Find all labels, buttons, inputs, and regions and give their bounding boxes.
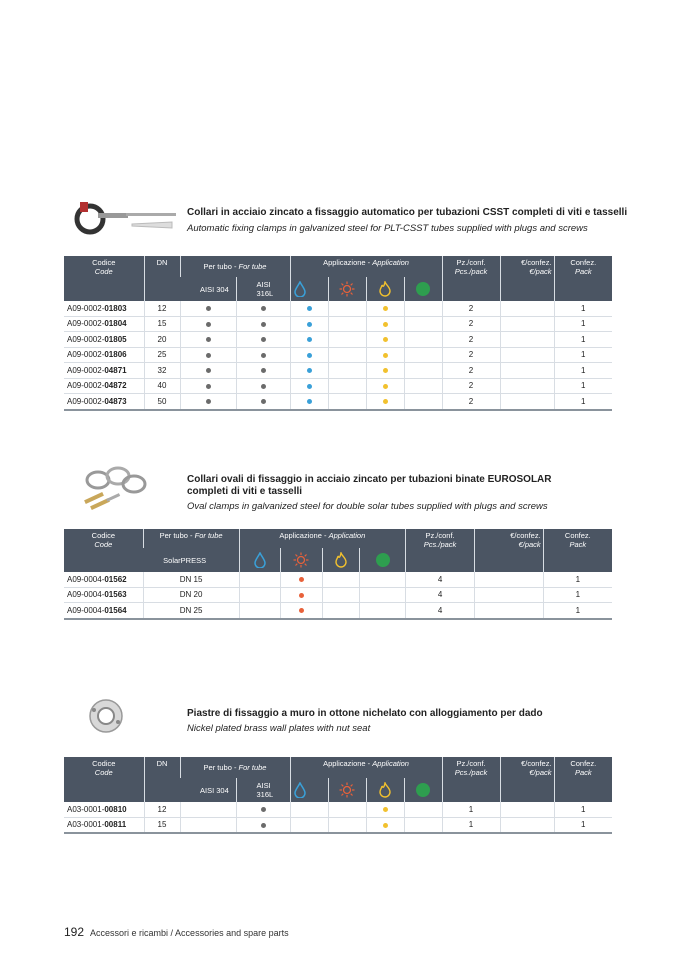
water-drop-icon — [290, 277, 328, 301]
header-solarpress: SolarPRESS — [143, 548, 239, 572]
solar-cell — [328, 332, 366, 348]
table-row — [64, 316, 612, 332]
sun-icon — [328, 277, 366, 301]
code-prefix: A09-0002- — [67, 381, 105, 391]
header-code: Codice Code — [64, 529, 143, 572]
flame-cell — [322, 587, 360, 603]
code-cell — [64, 378, 144, 394]
flame-dot — [383, 368, 388, 373]
price-cell — [500, 802, 554, 817]
water-cell — [290, 301, 328, 316]
dn-cell: 12 — [144, 301, 180, 316]
water-cell — [290, 316, 328, 332]
table-row — [64, 572, 612, 587]
code-cell — [64, 347, 144, 363]
solar-cell — [281, 572, 323, 587]
solar-cell — [281, 603, 323, 619]
table-row — [64, 378, 612, 394]
code-prefix: A09-0004- — [67, 605, 105, 615]
section-title-it: Piastre di fissaggio a muro in ottone nichelato con alloggiamento per dado — [187, 708, 543, 719]
code-cell — [64, 587, 143, 603]
price-cell — [500, 378, 554, 394]
water-drop-icon — [239, 548, 281, 572]
availability-dot — [206, 353, 211, 358]
dn-cell: 25 — [144, 347, 180, 363]
solar-dot — [299, 608, 304, 613]
flame-icon — [322, 548, 360, 572]
section-title-en: Automatic fixing clamps in galvanized steel for PLT-CSST tubes supplied with plugs and screws — [187, 223, 588, 234]
water-dot — [307, 384, 312, 389]
aisi-316l-cell — [236, 363, 290, 379]
page-footer — [64, 925, 289, 939]
water-cell — [239, 572, 281, 587]
availability-dot — [206, 368, 211, 373]
dn-cell: 32 — [144, 363, 180, 379]
water-dot — [307, 368, 312, 373]
gas-cell — [404, 394, 442, 410]
tube-cell: DN 25 — [143, 603, 239, 619]
aisi-304-cell — [180, 301, 236, 316]
code-prefix: A09-0002- — [67, 396, 105, 406]
code-suffix: 01564 — [104, 605, 127, 615]
header-pcs-pack: Pz./conf. Pcs./pack — [406, 529, 475, 572]
water-cell — [290, 378, 328, 394]
aisi-304-cell — [180, 817, 236, 833]
aisi-304-cell — [180, 363, 236, 379]
price-cell — [474, 603, 543, 619]
code-prefix: A09-0002- — [67, 334, 105, 344]
solar-cell — [328, 817, 366, 833]
aisi-316l-cell — [236, 347, 290, 363]
solar-cell — [328, 378, 366, 394]
table-row — [64, 587, 612, 603]
aisi-316l-cell — [236, 394, 290, 410]
water-cell — [290, 347, 328, 363]
flame-dot — [383, 353, 388, 358]
water-cell — [290, 394, 328, 410]
availability-dot — [261, 823, 266, 828]
header-code: Codice Code — [64, 256, 144, 301]
dn-cell: 15 — [144, 817, 180, 833]
pcs-cell: 2 — [442, 394, 500, 410]
gas-icon — [404, 277, 442, 301]
header-pack: Confez. Pack — [554, 757, 612, 802]
dn-cell: 20 — [144, 332, 180, 348]
header-code: Codice Code — [64, 757, 144, 802]
product-image-oval-clamps — [76, 466, 148, 514]
section-title-it: Collari in acciaio zincato a fissaggio automatico per tubazioni CSST completi di viti e tasselli — [187, 207, 628, 218]
aisi-316l-cell — [236, 802, 290, 817]
header-eur-pack: €/confez. €/pack — [474, 529, 543, 572]
price-cell — [500, 394, 554, 410]
table-row — [64, 301, 612, 316]
code-suffix: 01563 — [104, 590, 127, 600]
flame-cell — [366, 394, 404, 410]
header-eur-pack: €/confez. €/pack — [500, 757, 554, 802]
gas-cell — [404, 802, 442, 817]
pcs-cell: 2 — [442, 316, 500, 332]
availability-dot — [261, 306, 266, 311]
section-title-en: Nickel plated brass wall plates with nut seat — [187, 723, 371, 734]
table-row — [64, 802, 612, 817]
gas-cell — [404, 378, 442, 394]
aisi-304-cell — [180, 332, 236, 348]
aisi-316l-cell — [236, 301, 290, 316]
header-aisi-316l: AISI 316L — [236, 778, 290, 802]
pack-cell: 1 — [554, 316, 612, 332]
header-pack: Confez. Pack — [554, 256, 612, 301]
code-cell — [64, 603, 143, 619]
water-cell — [290, 802, 328, 817]
product-table — [64, 529, 612, 620]
solar-cell — [328, 802, 366, 817]
aisi-304-cell — [180, 802, 236, 817]
code-prefix: A09-0002- — [67, 365, 105, 375]
tube-cell: DN 15 — [143, 572, 239, 587]
product-table — [64, 256, 612, 411]
product-image-clamp — [72, 198, 178, 240]
table-row — [64, 347, 612, 363]
pcs-cell: 2 — [442, 363, 500, 379]
table-row — [64, 394, 612, 410]
price-cell — [474, 572, 543, 587]
code-cell — [64, 817, 144, 833]
flame-icon — [366, 778, 404, 802]
aisi-304-cell — [180, 378, 236, 394]
code-prefix: A09-0002- — [67, 303, 105, 313]
solar-dot — [299, 593, 304, 598]
header-dn: DN — [144, 256, 180, 301]
flame-dot — [383, 322, 388, 327]
code-suffix: 01562 — [104, 574, 127, 584]
water-dot — [307, 337, 312, 342]
header-dn: DN — [144, 757, 180, 802]
water-cell — [290, 363, 328, 379]
water-cell — [290, 817, 328, 833]
aisi-316l-cell — [236, 378, 290, 394]
flame-cell — [366, 802, 404, 817]
flame-dot — [383, 399, 388, 404]
page-number: 192 — [64, 925, 85, 939]
price-cell — [500, 363, 554, 379]
solar-dot — [299, 577, 304, 582]
product-table — [64, 757, 612, 834]
pack-cell: 1 — [554, 347, 612, 363]
header-aisi-304: AISI 304 — [180, 778, 236, 802]
flame-dot — [383, 384, 388, 389]
dn-cell: 12 — [144, 802, 180, 817]
flame-dot — [383, 306, 388, 311]
header-pack: Confez. Pack — [543, 529, 612, 572]
gas-cell — [360, 587, 406, 603]
pack-cell: 1 — [554, 301, 612, 316]
pcs-cell: 1 — [442, 802, 500, 817]
flame-cell — [366, 347, 404, 363]
solar-cell — [328, 316, 366, 332]
sun-icon — [281, 548, 323, 572]
code-suffix: 01805 — [104, 334, 127, 344]
availability-dot — [206, 306, 211, 311]
header-application: Applicazione - Application — [290, 757, 442, 778]
solar-cell — [328, 363, 366, 379]
code-cell — [64, 316, 144, 332]
header-application: Applicazione - Application — [290, 256, 442, 277]
price-cell — [500, 316, 554, 332]
flame-cell — [366, 316, 404, 332]
header-eur-pack: €/confez. €/pack — [500, 256, 554, 301]
pcs-cell: 2 — [442, 332, 500, 348]
header-pcs-pack: Pz./conf. Pcs./pack — [442, 256, 500, 301]
price-cell — [500, 301, 554, 316]
pcs-cell: 2 — [442, 301, 500, 316]
availability-dot — [261, 807, 266, 812]
table-row — [64, 363, 612, 379]
section-title-en: Oval clamps in galvanized steel for double solar tubes supplied with plugs and screws — [187, 501, 548, 512]
section-title-it-line2: completi di viti e tasselli — [187, 486, 303, 497]
pack-cell: 1 — [554, 394, 612, 410]
code-suffix: 04873 — [104, 396, 127, 406]
footer-text: Accessori e ricambi / Accessories and spare parts — [90, 928, 289, 938]
availability-dot — [206, 399, 211, 404]
pcs-cell: 2 — [442, 347, 500, 363]
dn-cell: 15 — [144, 316, 180, 332]
code-suffix: 00811 — [104, 820, 127, 830]
product-image-wall-plate — [88, 698, 124, 734]
gas-cell — [360, 603, 406, 619]
flame-dot — [383, 807, 388, 812]
availability-dot — [261, 399, 266, 404]
gas-cell — [404, 817, 442, 833]
code-cell — [64, 332, 144, 348]
code-suffix: 00810 — [104, 804, 127, 814]
header-for-tube: Per tubo - For tube — [180, 256, 290, 277]
code-suffix: 01803 — [104, 303, 127, 313]
pcs-cell: 2 — [442, 378, 500, 394]
availability-dot — [261, 368, 266, 373]
code-prefix: A09-0002- — [67, 350, 105, 360]
availability-dot — [206, 337, 211, 342]
code-prefix: A03-0001- — [67, 820, 105, 830]
price-cell — [500, 332, 554, 348]
pcs-cell: 1 — [442, 817, 500, 833]
header-application: Applicazione - Application — [239, 529, 406, 548]
solar-cell — [328, 301, 366, 316]
availability-dot — [261, 337, 266, 342]
availability-dot — [261, 384, 266, 389]
gas-cell — [404, 347, 442, 363]
gas-cell — [404, 332, 442, 348]
gas-icon — [404, 778, 442, 802]
pcs-cell: 4 — [406, 603, 475, 619]
code-cell — [64, 572, 143, 587]
flame-cell — [322, 572, 360, 587]
solar-cell — [328, 394, 366, 410]
flame-cell — [366, 378, 404, 394]
section-title-it: Collari ovali di fissaggio in acciaio zincato per tubazioni binate EUROSOLAR — [187, 474, 552, 485]
code-cell — [64, 802, 144, 817]
code-suffix: 01806 — [104, 350, 127, 360]
water-cell — [290, 332, 328, 348]
code-prefix: A09-0002- — [67, 319, 105, 329]
table-row — [64, 817, 612, 833]
price-cell — [500, 347, 554, 363]
code-suffix: 01804 — [104, 319, 127, 329]
pack-cell: 1 — [554, 332, 612, 348]
flame-cell — [366, 363, 404, 379]
table-row — [64, 332, 612, 348]
header-for-tube: Per tubo - For tube — [143, 529, 239, 548]
aisi-316l-cell — [236, 316, 290, 332]
gas-cell — [360, 572, 406, 587]
dn-cell: 50 — [144, 394, 180, 410]
code-cell — [64, 394, 144, 410]
price-cell — [500, 817, 554, 833]
flame-cell — [366, 817, 404, 833]
header-aisi-316l: AISI 316L — [236, 277, 290, 301]
pack-cell: 1 — [554, 817, 612, 833]
code-prefix: A03-0001- — [67, 804, 105, 814]
pack-cell: 1 — [543, 587, 612, 603]
aisi-316l-cell — [236, 817, 290, 833]
code-prefix: A09-0004- — [67, 590, 105, 600]
header-aisi-304: AISI 304 — [180, 277, 236, 301]
price-cell — [474, 587, 543, 603]
water-dot — [307, 306, 312, 311]
gas-icon — [360, 548, 406, 572]
water-dot — [307, 399, 312, 404]
flame-dot — [383, 823, 388, 828]
code-prefix: A09-0004- — [67, 574, 105, 584]
pack-cell: 1 — [554, 802, 612, 817]
pack-cell: 1 — [554, 363, 612, 379]
code-cell — [64, 301, 144, 316]
code-suffix: 04872 — [104, 381, 127, 391]
water-drop-icon — [290, 778, 328, 802]
pcs-cell: 4 — [406, 587, 475, 603]
pcs-cell: 4 — [406, 572, 475, 587]
aisi-304-cell — [180, 394, 236, 410]
water-dot — [307, 322, 312, 327]
gas-cell — [404, 316, 442, 332]
pack-cell: 1 — [543, 572, 612, 587]
availability-dot — [261, 353, 266, 358]
gas-cell — [404, 301, 442, 316]
aisi-304-cell — [180, 316, 236, 332]
flame-cell — [366, 332, 404, 348]
table-row — [64, 603, 612, 619]
solar-cell — [281, 587, 323, 603]
pack-cell: 1 — [543, 603, 612, 619]
flame-dot — [383, 337, 388, 342]
flame-cell — [366, 301, 404, 316]
water-cell — [239, 587, 281, 603]
availability-dot — [206, 384, 211, 389]
flame-icon — [366, 277, 404, 301]
water-dot — [307, 353, 312, 358]
tube-cell: DN 20 — [143, 587, 239, 603]
header-pcs-pack: Pz./conf. Pcs./pack — [442, 757, 500, 802]
gas-cell — [404, 363, 442, 379]
code-cell — [64, 363, 144, 379]
flame-cell — [322, 603, 360, 619]
sun-icon — [328, 778, 366, 802]
aisi-316l-cell — [236, 332, 290, 348]
header-for-tube: Per tubo - For tube — [180, 757, 290, 778]
water-cell — [239, 603, 281, 619]
solar-cell — [328, 347, 366, 363]
availability-dot — [261, 322, 266, 327]
aisi-304-cell — [180, 347, 236, 363]
code-suffix: 04871 — [104, 365, 127, 375]
dn-cell: 40 — [144, 378, 180, 394]
availability-dot — [206, 322, 211, 327]
pack-cell: 1 — [554, 378, 612, 394]
